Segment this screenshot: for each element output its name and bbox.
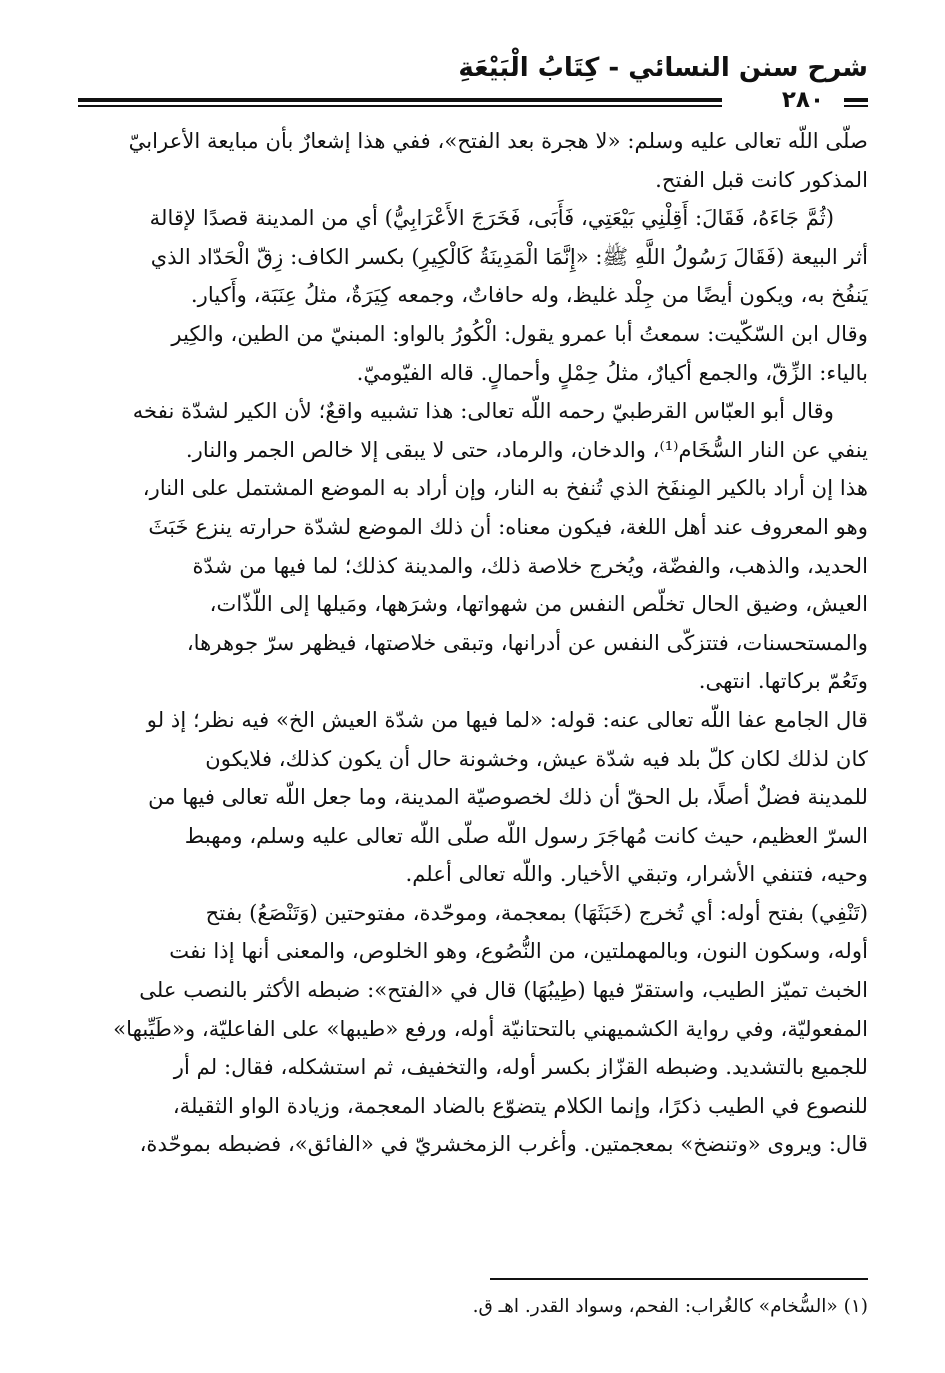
text-line: بالياء: الزِّقّ، والجمع أكيارٌ، مثلُ حِمْلٍ وأحمالٍ. قاله الفيّوميّ. (356, 359, 868, 385)
body-text (78, 122, 868, 1164)
text-line: وقال ابن السّكّيت: سمعتُ أبا عمرو يقول: الْكُورُ بالواو: المبنيّ من الطين، والكِير (171, 320, 868, 346)
text-line: المفعوليّة، وفي رواية الكشميهني بالتحتانيّة أوله، ورفع «طيبها» على الفاعليّة، و«طَيِّبها» (113, 1015, 868, 1041)
text-line: وحيه، فتنفي الأشرار، وتبقي الأخيار. واللّه تعالى أعلم. (405, 861, 868, 887)
text-line: وهو المعروف عند أهل اللغة، فيكون معناه: أن ذلك الموضع لشدّة حرارته ينزع خَبَثَ (148, 513, 868, 539)
text-line: كان لذلك لكان كلّ بلد فيه شدّة عيش، وخشونة حال أن يكون كذلك، فلايكون (205, 745, 868, 771)
text-line: يَنفُخ به، ويكون أيضًا من جِلْد غليظ، وله حافاتٌ، وجمعه كِيَرَةٌ، مثلُ عِنَبَة، وأَكيار. (190, 282, 868, 308)
header-rule (78, 87, 868, 114)
text-line: (تَنْفِي) بفتح أوله: أي تُخرج (خَبَثَهَا) بمعجمة، وموحّدة، مفتوحتين (وَتَنْصَعُ) بفتح (205, 899, 868, 925)
text-line: قال الجامع عفا اللّه تعالى عنه: قوله: «لما فيها من شدّة العيش الخ» فيه نظر؛ إذ لو (146, 706, 868, 732)
text-line: وقال أبو العبّاس القرطبيّ رحمه اللّه تعالى: هذا تشبيه واقعٌ؛ لأن الكير لشدّة نفخه (132, 398, 834, 424)
text-line: صلّى اللّه تعالى عليه وسلم: «لا هجرة بعد الفتح»، ففي هذا إشعارٌ بأن مبايعة الأعرابيّ (128, 128, 868, 153)
text-line: ينفي عن النار السُّخَام⁽¹⁾، والدخان، والرماد، حتى لا يبقى إلا خالص الجمر والنار. (185, 436, 868, 462)
footnote: (١) «السُّخام» كالغُراب: الفحم، وسواد القدر. اهـ ق. (472, 1296, 868, 1317)
text-line: للجميع بالتشديد. وضبطه القزّاز بكسر أوله، والتخفيف، ثم استشكله، فقال: لم أر (173, 1054, 868, 1080)
text-line: المذكور كانت قبل الفتح. (655, 166, 868, 192)
text-line: السرّ العظيم، حيث كانت مُهاجَرَ رسول اللّه صلّى اللّه تعالى عليه وسلم، ومهبط (184, 822, 868, 848)
text-line: (ثُمَّ جَاءَهُ، فَقَالَ: أَقِلْنِي بَيْعَتِي، فَأَبَى، فَخَرَجَ الأَعْرَابِيُّ) أي من المدينة قصدًا لإقالة (149, 205, 834, 231)
text-line: أوله، وسكون النون، وبالمهملتين، من النُّصُوع، وهو الخلوص، والمعنى أنها إذا نفت (169, 938, 868, 964)
text-line: الحديد، والذهب، والفضّة، ويُخرج خلاصة ذلك، والمدينة كذلك؛ لما فيها من شدّة (192, 552, 868, 578)
text-line: وتَعُمّ بركاتها. انتهى. (698, 668, 868, 694)
text-line: أثر البيعة (فَقَالَ رَسُولُ اللَّهِ ﷺ: «إِنَّمَا الْمَدِينَةُ كَالْكِيرِ) بكسر الكاف: زِقّ الْحَدّاد الذي (150, 243, 868, 269)
text-line: الخبث تميّز الطيب، واستقرّ فيها (طِيبُهَا) قال في «الفتح»: ضبطه الأكثر بالنصب على (139, 977, 868, 1003)
text-line: للمدينة فضلٌ أصلًا، بل الحقّ أن ذلك لخصوصيّة المدينة، وما جعل اللّه تعالى فيها من (148, 784, 868, 810)
text-line: العيش، وضيق الحال تخلّص النفس من شهواتها، وشرَهها، ومَيلها إلى اللّذّات، (209, 591, 868, 617)
footnote-rule (490, 1278, 868, 1280)
text-line: هذا إن أراد بالكير المِنفَخ الذي تُنفخ به النار، وإن أراد به الموضع المشتمل على النار، (142, 475, 868, 501)
text-line: قال: ويروى «وتنضخ» بمعجمتين. وأغرب الزمخشريّ في «الفائق»، فضبطه بموحّدة، (139, 1131, 868, 1157)
running-head: شرح سنن النسائي - كِتَابُ الْبَيْعَةِ (458, 53, 868, 83)
book-page (78, 48, 868, 1164)
text-line: للنصوع في الطيب ذكرًا، وإنما الكلام يتضوّع بالضاد المعجمة، وزيادة الواو الثقيلة، (172, 1092, 868, 1118)
text-line: والمستحسنات، فتتزكّى النفس عن أدرانها، وتبقى خلاصتها، فيظهر سرّ جوهرها، (186, 629, 868, 655)
page-number: ٢٨٠ (772, 87, 834, 113)
